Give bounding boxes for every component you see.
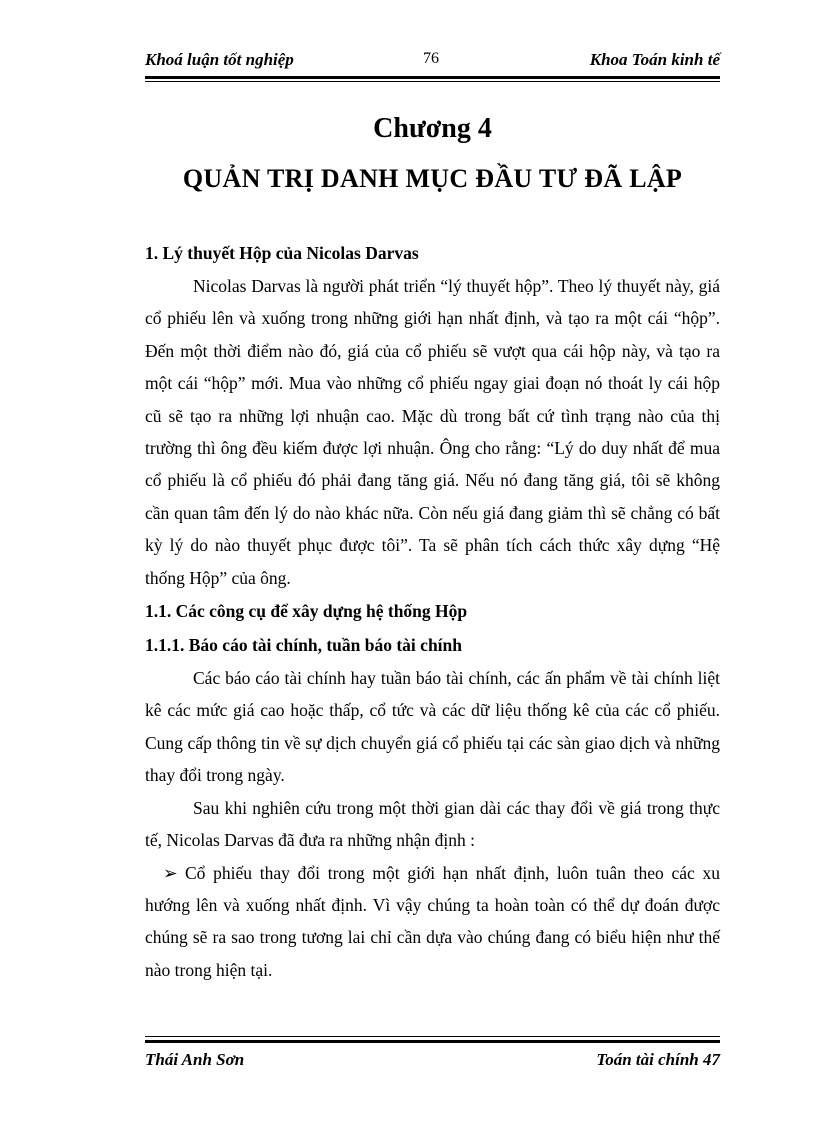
footer-class: Toán tài chính 47 — [596, 1050, 720, 1069]
paragraph-financial-reports: Các báo cáo tài chính hay tuần báo tài chính, các ấn phẩm về tài chính liệt kê các mức giá cao hoặc thấp, cổ tức và các dữ liệu thống kê của các cổ phiếu. Cung cấp thông tin về sự dịch chuyển giá cổ phiếu tại các sàn giao dịch và những thay đổi trong ngày. — [145, 668, 720, 786]
chapter-title: QUẢN TRỊ DANH MỤC ĐẦU TƯ ĐÃ LẬP — [182, 164, 683, 193]
chapter-number: Chương 4 — [373, 113, 492, 144]
page-number: 76 — [423, 50, 439, 67]
paragraph-observations: Sau khi nghiên cứu trong một thời gian dài các thay đổi về giá trong thực tế, Nicolas Darvas đã đưa ra những nhận định : — [145, 797, 720, 851]
footer-rule-thin — [145, 1036, 720, 1037]
bullet-item — [145, 857, 720, 987]
section-heading-1-1: 1.1. Các công cụ để xây dựng hệ thống Hộp — [145, 601, 468, 622]
header-faculty-label: Khoa Toán kinh tế — [589, 50, 720, 69]
section-heading-1-1-1: 1.1.1. Báo cáo tài chính, tuần báo tài chính — [145, 635, 462, 656]
arrow-bullet-icon: ➢ — [163, 862, 178, 883]
header-rule-thick — [145, 76, 720, 79]
paragraph-darvas-theory: Nicolas Darvas là người phát triển “lý thuyết hộp”. Theo lý thuyết này, giá cổ phiếu lên và xuống trong những giới hạn nhất định, và tạo ra một cái “hộp”. Đến một thời điểm nào đó, giá của cổ phiếu sẽ vượt qua cái hộp này, và tạo ra một cái “hộp” mới. Mua vào những cổ phiếu ngay giai đoạn nó thoát ly cái hộp cũ sẽ tạo ra những lợi nhuận cao. Mặc dù trong bất cứ tình trạng nào của thị trường thì ông đều kiếm được lợi nhuận. Ông cho rằng: “Lý do duy nhất để mua cổ phiếu là cổ phiếu đó phải đang tăng giá. Nếu nó đang tăng giá, tôi sẽ không cần quan tâm đến lý do nào khác nữa. Còn nếu giá đang giảm thì sẽ chẳng có bất kỳ lý do nào thuyết phục được tôi”. Ta sẽ phân tích cách thức xây dựng “Hệ thống Hộp” của ông. — [145, 276, 720, 588]
bullet-text: Cổ phiếu thay đổi trong một giới hạn nhất định, luôn tuân theo các xu hướng lên và xuống nhất định. Vì vậy chúng ta hoàn toàn có thể dự đoán được chúng sẽ ra sao trong tương lai chỉ cần dựa vào chúng đang có biểu hiện như thế nào trong hiện tại. — [145, 862, 720, 980]
header-thesis-label: Khoá luận tốt nghiệp — [145, 50, 294, 69]
page-header — [145, 50, 720, 76]
footer-rule-thick — [145, 1040, 720, 1043]
section-heading-1: 1. Lý thuyết Hộp của Nicolas Darvas — [145, 243, 419, 263]
body-text — [145, 236, 720, 986]
page-footer — [145, 1050, 720, 1076]
header-rule-thin — [145, 81, 720, 82]
footer-author: Thái Anh Sơn — [145, 1050, 245, 1069]
